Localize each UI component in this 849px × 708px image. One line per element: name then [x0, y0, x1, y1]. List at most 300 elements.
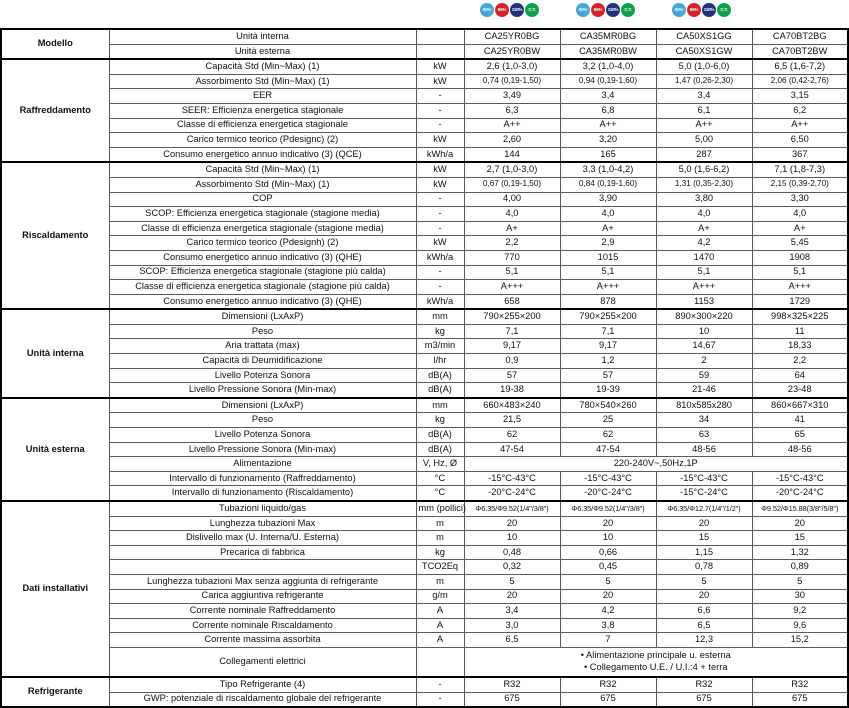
spec-value-cell: -20°C-24°C — [464, 486, 560, 501]
spec-value-cell: 0,67 (0,19-1,50) — [464, 177, 560, 192]
section-label: Raffreddamento — [1, 59, 109, 162]
spec-value-cell: 6,8 — [560, 103, 656, 118]
unit-cell: kW — [416, 74, 464, 89]
spec-value-cell: 48-56 — [656, 442, 752, 457]
table-row — [1, 265, 848, 280]
spec-value-cell: 9,17 — [560, 339, 656, 354]
table-row — [1, 207, 848, 222]
spec-value-cell: 675 — [464, 692, 560, 707]
unit-cell: - — [416, 192, 464, 207]
spec-value-cell: 0,84 (0,19-1,60) — [560, 177, 656, 192]
spec-table — [0, 28, 849, 708]
badge-ct-icon: C.T. — [621, 3, 635, 17]
param-label: Tubazioni liquido/gas — [109, 501, 416, 516]
param-label: Classe di efficienza energetica stagionale (stagione più calda) — [109, 280, 416, 295]
param-label: Assorbimento Std (Min~Max) (1) — [109, 74, 416, 89]
spec-value-cell: 10 — [560, 531, 656, 546]
unit-cell — [416, 29, 464, 44]
section-label: Unità esterna — [1, 398, 109, 501]
spec-value-cell: 23-48 — [752, 383, 848, 398]
spec-value-cell: 20 — [464, 589, 560, 604]
spec-value-cell: 57 — [560, 368, 656, 383]
table-row — [1, 531, 848, 546]
spec-value-cell: 14,67 — [656, 339, 752, 354]
unit-cell: °C — [416, 486, 464, 501]
table-row — [1, 647, 848, 677]
spec-value-line: • Alimentazione principale u. esterna — [580, 650, 731, 661]
spec-value-cell: A++ — [560, 118, 656, 133]
param-label: Unità esterna — [109, 44, 416, 59]
badge-50pct-icon: 50% — [672, 3, 686, 17]
param-label: Consumo energetico annuo indicativo (3) (QHE) — [109, 250, 416, 265]
spec-value-cell: 3,4 — [464, 604, 560, 619]
unit-cell: kg — [416, 545, 464, 560]
param-label: Classe di efficienza energetica stagionale — [109, 118, 416, 133]
spec-value-cell: 4,0 — [752, 207, 848, 222]
param-label: SCOP: Efficienza energetica stagionale (stagione più calda) — [109, 265, 416, 280]
spec-value-cell: 3,90 — [560, 192, 656, 207]
unit-cell: A — [416, 604, 464, 619]
spec-value-cell: 675 — [752, 692, 848, 707]
spec-value-cell: 5 — [656, 574, 752, 589]
table-row — [1, 354, 848, 369]
spec-value-cell: 11 — [752, 324, 848, 339]
spec-value-cell: 810x585x280 — [656, 398, 752, 413]
spec-value-cell: 3,49 — [464, 89, 560, 104]
unit-cell: - — [416, 677, 464, 692]
section-label: Refrigerante — [1, 677, 109, 707]
spec-value-cell: -20°C-24°C — [560, 486, 656, 501]
spec-value-cell: 3,3 (1,0-4,2) — [560, 162, 656, 177]
energy-badge-group — [672, 3, 732, 17]
table-row — [1, 383, 848, 398]
param-label: Consumo energetico annuo indicativo (3) (QCE) — [109, 147, 416, 162]
spec-value-cell: CA50XS1GW — [656, 44, 752, 59]
unit-cell: kWh/a — [416, 250, 464, 265]
spec-value-cell: 4,00 — [464, 192, 560, 207]
table-row — [1, 29, 848, 44]
spec-value-cell: 25 — [560, 413, 656, 428]
spec-value-cell: 2 — [656, 354, 752, 369]
spec-value-cell: 20 — [656, 589, 752, 604]
spec-value-cell: A+ — [464, 221, 560, 236]
spec-value-cell: 20 — [656, 516, 752, 531]
spec-value-cell: 6,2 — [752, 103, 848, 118]
table-row — [1, 236, 848, 251]
table-row — [1, 413, 848, 428]
spec-value-cell: 5 — [464, 574, 560, 589]
table-row — [1, 545, 848, 560]
spec-value-cell: 47-54 — [560, 442, 656, 457]
table-row — [1, 589, 848, 604]
spec-value-cell: 144 — [464, 147, 560, 162]
spec-value-cell: 675 — [656, 692, 752, 707]
spec-table-body — [1, 29, 848, 707]
spec-value-line: • Collegamento U.E. / U.I.:4 + terra — [583, 661, 728, 672]
badge-65pct-icon: 65% — [687, 3, 701, 17]
unit-cell: mm (pollici) — [416, 501, 464, 516]
spec-value-cell: 790×255×200 — [464, 309, 560, 324]
param-label: Classe di efficienza energetica stagionale (stagione media) — [109, 221, 416, 236]
spec-value-cell: 367 — [752, 147, 848, 162]
spec-value-cell: 65 — [752, 428, 848, 443]
spec-value-cell: 5,45 — [752, 236, 848, 251]
spec-value-cell: 59 — [656, 368, 752, 383]
spec-value-cell: 20 — [464, 516, 560, 531]
unit-cell: m3/min — [416, 339, 464, 354]
param-label: Unità interna — [109, 29, 416, 44]
unit-cell: °C — [416, 471, 464, 486]
spec-value-cell: 41 — [752, 413, 848, 428]
unit-cell: - — [416, 265, 464, 280]
spec-value-cell: 10 — [464, 531, 560, 546]
spec-value-cell: 2,06 (0,42-2,76) — [752, 74, 848, 89]
table-row — [1, 471, 848, 486]
spec-value-cell: 47-54 — [464, 442, 560, 457]
spec-value-cell: -15°C-43°C — [656, 471, 752, 486]
spec-value-cell: 1,15 — [656, 545, 752, 560]
table-row — [1, 162, 848, 177]
badge-50pct-icon: 50% — [576, 3, 590, 17]
spec-value-cell: A+++ — [560, 280, 656, 295]
table-row — [1, 692, 848, 707]
energy-badges — [0, 3, 847, 27]
spec-value-cell: Φ9.52/Φ15.88(3/8"/5/8") — [752, 501, 848, 516]
spec-value-cell: 5,1 — [656, 265, 752, 280]
table-row — [1, 428, 848, 443]
table-row — [1, 486, 848, 501]
spec-value-cell: 5 — [560, 574, 656, 589]
spec-value-cell: 5 — [752, 574, 848, 589]
spec-value-cell: 5,00 — [656, 133, 752, 148]
spec-value-cell: -15°C-24°C — [656, 486, 752, 501]
param-label: Dimensioni (LxAxP) — [109, 398, 416, 413]
spec-value-cell: CA35MR0BW — [560, 44, 656, 59]
unit-cell: kWh/a — [416, 147, 464, 162]
spec-value-cell: 1729 — [752, 294, 848, 309]
table-row — [1, 442, 848, 457]
unit-cell: A — [416, 633, 464, 648]
spec-value-cell: 20 — [752, 516, 848, 531]
unit-cell: - — [416, 89, 464, 104]
param-label: EER — [109, 89, 416, 104]
table-row — [1, 633, 848, 648]
badge-65pct-icon: 65% — [591, 3, 605, 17]
param-label: Assorbimento Std (Min~Max) (1) — [109, 177, 416, 192]
spec-value-cell: 7,1 (1,8-7,3) — [752, 162, 848, 177]
spec-value-span — [464, 647, 848, 677]
param-label: Intervallo di funzionamento (Riscaldamento) — [109, 486, 416, 501]
spec-value-cell: CA25YR0BW — [464, 44, 560, 59]
spec-value-cell: 0,32 — [464, 560, 560, 575]
spec-value-cell: 2,9 — [560, 236, 656, 251]
spec-value-cell: 7,1 — [464, 324, 560, 339]
spec-value-cell: -20°C-24°C — [752, 486, 848, 501]
spec-value-cell: 12,3 — [656, 633, 752, 648]
unit-cell: g/m — [416, 589, 464, 604]
spec-value-cell: 2,60 — [464, 133, 560, 148]
param-label: Tipo Refrigerante (4) — [109, 677, 416, 692]
spec-value-cell: 3,80 — [656, 192, 752, 207]
spec-value-cell: 5,1 — [752, 265, 848, 280]
spec-value-cell: CA70BT2BG — [752, 29, 848, 44]
table-row — [1, 44, 848, 59]
spec-value-cell: 998×325×225 — [752, 309, 848, 324]
table-row — [1, 192, 848, 207]
unit-cell: kg — [416, 413, 464, 428]
spec-value-cell: A++ — [656, 118, 752, 133]
spec-value-cell: A+ — [560, 221, 656, 236]
table-row — [1, 89, 848, 104]
table-row — [1, 147, 848, 162]
spec-value-cell: 0,66 — [560, 545, 656, 560]
spec-value-cell: 5,1 — [560, 265, 656, 280]
param-label: GWP: potenziale di riscaldamento globale del refrigerante — [109, 692, 416, 707]
spec-value-cell: 0,78 — [656, 560, 752, 575]
spec-value-cell: 18,33 — [752, 339, 848, 354]
table-row — [1, 677, 848, 692]
spec-value-cell: 3,2 (1,0-4,0) — [560, 59, 656, 74]
unit-cell: kW — [416, 133, 464, 148]
section-label: Modello — [1, 29, 109, 59]
spec-value-cell: 770 — [464, 250, 560, 265]
spec-value-cell: 0,45 — [560, 560, 656, 575]
unit-cell: kW — [416, 162, 464, 177]
spec-value-cell: 1,32 — [752, 545, 848, 560]
spec-value-cell: CA25YR0BG — [464, 29, 560, 44]
spec-value-cell: 1470 — [656, 250, 752, 265]
unit-cell: kW — [416, 236, 464, 251]
badge-110pct-icon: 110% — [510, 3, 524, 17]
spec-value-cell: 62 — [464, 428, 560, 443]
spec-value-cell: -15°C-43°C — [464, 471, 560, 486]
spec-value-cell: R32 — [560, 677, 656, 692]
spec-value-cell: 21-46 — [656, 383, 752, 398]
param-label: Corrente nominale Raffreddamento — [109, 604, 416, 619]
spec-value-cell: 34 — [656, 413, 752, 428]
table-row — [1, 618, 848, 633]
spec-value-cell: -15°C-43°C — [752, 471, 848, 486]
spec-value-cell: A++ — [752, 118, 848, 133]
spec-value-span: 220-240V~,50Hz,1P — [464, 457, 848, 472]
unit-cell — [416, 647, 464, 677]
spec-value-cell: 5,0 (1,0-6,0) — [656, 59, 752, 74]
spec-value-cell: 30 — [752, 589, 848, 604]
spec-value-cell: 3,4 — [656, 89, 752, 104]
param-label: Livello Pressione Sonora (Min-max) — [109, 442, 416, 457]
spec-value-cell: 48-56 — [752, 442, 848, 457]
unit-cell: - — [416, 207, 464, 222]
spec-value-cell: 10 — [656, 324, 752, 339]
spec-value-cell: 1,2 — [560, 354, 656, 369]
spec-value-cell: 4,0 — [656, 207, 752, 222]
spec-value-cell: 0,94 (0,19-1,60) — [560, 74, 656, 89]
unit-cell: - — [416, 280, 464, 295]
param-label: Dislivello max (U. Interna/U. Esterna) — [109, 531, 416, 546]
spec-value-cell: Φ6.35/Φ9.52(1/4"/3/8") — [464, 501, 560, 516]
spec-value-cell: 780×540×260 — [560, 398, 656, 413]
spec-value-cell: A+++ — [752, 280, 848, 295]
param-label: Lunghezza tubazioni Max senza aggiunta di refrigerante — [109, 574, 416, 589]
param-label — [109, 560, 416, 575]
badge-110pct-icon: 110% — [606, 3, 620, 17]
spec-value-cell: 57 — [464, 368, 560, 383]
badge-ct-icon: C.T. — [717, 3, 731, 17]
spec-value-cell: 6,5 (1,6-7,2) — [752, 59, 848, 74]
spec-value-cell: Φ6.35/Φ12.7(1/4"/1/2") — [656, 501, 752, 516]
param-label: SEER: Efficienza energetica stagionale — [109, 103, 416, 118]
param-label: Corrente massima assorbita — [109, 633, 416, 648]
spec-value-cell: A+++ — [656, 280, 752, 295]
unit-cell — [416, 44, 464, 59]
param-label: Capacità Std (Min~Max) (1) — [109, 162, 416, 177]
spec-value-cell: 890×300×220 — [656, 309, 752, 324]
param-label: SCOP: Efficienza energetica stagionale (stagione media) — [109, 207, 416, 222]
spec-value-cell: 20 — [560, 589, 656, 604]
spec-value-cell: 3,8 — [560, 618, 656, 633]
param-label: Dimensioni (LxAxP) — [109, 309, 416, 324]
spec-value-cell: A+ — [656, 221, 752, 236]
badge-65pct-icon: 65% — [495, 3, 509, 17]
unit-cell: m — [416, 516, 464, 531]
param-label: Carica aggiuntiva refrigerante — [109, 589, 416, 604]
table-row — [1, 133, 848, 148]
spec-value-cell: R32 — [656, 677, 752, 692]
unit-cell: mm — [416, 309, 464, 324]
spec-value-cell: 0,74 (0,19-1,50) — [464, 74, 560, 89]
table-row — [1, 574, 848, 589]
spec-value-cell: 19-39 — [560, 383, 656, 398]
spec-value-cell: R32 — [752, 677, 848, 692]
unit-cell: m — [416, 531, 464, 546]
table-row — [1, 457, 848, 472]
spec-value-cell: 878 — [560, 294, 656, 309]
table-row — [1, 309, 848, 324]
unit-cell: l/hr — [416, 354, 464, 369]
section-label: Riscaldamento — [1, 162, 109, 309]
spec-value-cell: A+ — [752, 221, 848, 236]
spec-value-cell: 4,2 — [560, 604, 656, 619]
spec-value-cell: 7,1 — [560, 324, 656, 339]
unit-cell: - — [416, 692, 464, 707]
unit-cell: - — [416, 103, 464, 118]
table-row — [1, 398, 848, 413]
spec-value-cell: 5,1 — [464, 265, 560, 280]
table-row — [1, 324, 848, 339]
spec-value-cell: 3,4 — [560, 89, 656, 104]
spec-value-cell: 6,1 — [656, 103, 752, 118]
table-row — [1, 368, 848, 383]
spec-value-cell: 1,47 (0,26-2,30) — [656, 74, 752, 89]
param-label: Corrente nominale Riscaldamento — [109, 618, 416, 633]
spec-value-cell: A+++ — [464, 280, 560, 295]
unit-cell: kW — [416, 177, 464, 192]
spec-value-cell: 4,0 — [560, 207, 656, 222]
spec-value-cell: 15,2 — [752, 633, 848, 648]
badge-ct-icon: C.T. — [525, 3, 539, 17]
spec-value-cell: 2,7 (1,0-3,0) — [464, 162, 560, 177]
unit-cell: mm — [416, 398, 464, 413]
section-label: Dati installativi — [1, 501, 109, 677]
table-row — [1, 103, 848, 118]
param-label: Carico termico teorico (Pdesignh) (2) — [109, 236, 416, 251]
spec-value-cell: 6,5 — [464, 633, 560, 648]
spec-value-cell: A++ — [464, 118, 560, 133]
table-row — [1, 221, 848, 236]
spec-value-cell: CA70BT2BW — [752, 44, 848, 59]
spec-value-cell: 860×667×310 — [752, 398, 848, 413]
spec-value-cell: 1015 — [560, 250, 656, 265]
table-row — [1, 339, 848, 354]
unit-cell: - — [416, 118, 464, 133]
spec-value-cell: 165 — [560, 147, 656, 162]
spec-value-cell: 5,0 (1,6-6,2) — [656, 162, 752, 177]
spec-value-cell: 2,15 (0,39-2,70) — [752, 177, 848, 192]
spec-value-cell: 9,6 — [752, 618, 848, 633]
param-label: Intervallo di funzionamento (Raffreddamento) — [109, 471, 416, 486]
spec-value-cell: 6,6 — [656, 604, 752, 619]
param-label: COP — [109, 192, 416, 207]
spec-value-cell: 0,89 — [752, 560, 848, 575]
unit-cell: dB(A) — [416, 383, 464, 398]
param-label: Capacità Std (Min~Max) (1) — [109, 59, 416, 74]
spec-value-cell: 15 — [752, 531, 848, 546]
table-row — [1, 560, 848, 575]
spec-value-cell: 6,50 — [752, 133, 848, 148]
spec-value-cell: 0,9 — [464, 354, 560, 369]
table-row — [1, 74, 848, 89]
unit-cell: kW — [416, 59, 464, 74]
badge-110pct-icon: 110% — [702, 3, 716, 17]
table-row — [1, 501, 848, 516]
param-label: Livello Pressione Sonora (Min-max) — [109, 383, 416, 398]
param-label: Collegamenti elettrici — [109, 647, 416, 677]
energy-badge-group — [480, 3, 540, 17]
spec-value-cell: 4,2 — [656, 236, 752, 251]
table-row — [1, 294, 848, 309]
unit-cell: kg — [416, 324, 464, 339]
param-label: Livello Potenza Sonora — [109, 368, 416, 383]
spec-value-cell: R32 — [464, 677, 560, 692]
param-label: Consumo energetico annuo indicativo (3) (QHE) — [109, 294, 416, 309]
unit-cell: - — [416, 221, 464, 236]
table-row — [1, 250, 848, 265]
spec-value-cell: 1,31 (0,35-2,30) — [656, 177, 752, 192]
table-row — [1, 59, 848, 74]
energy-badge-group — [576, 3, 636, 17]
spec-value-cell: 1153 — [656, 294, 752, 309]
spec-value-cell: 2,6 (1,0-3,0) — [464, 59, 560, 74]
unit-cell: dB(A) — [416, 428, 464, 443]
param-label: Carico termico teorico (Pdesignc) (2) — [109, 133, 416, 148]
section-label: Unità interna — [1, 309, 109, 398]
unit-cell: dB(A) — [416, 368, 464, 383]
table-row — [1, 118, 848, 133]
param-label: Peso — [109, 413, 416, 428]
table-row — [1, 177, 848, 192]
unit-cell: dB(A) — [416, 442, 464, 457]
table-row — [1, 516, 848, 531]
spec-value-cell: 790×255×200 — [560, 309, 656, 324]
spec-value-cell: 658 — [464, 294, 560, 309]
spec-value-cell: 2,2 — [752, 354, 848, 369]
spec-value-cell: 3,30 — [752, 192, 848, 207]
spec-value-cell: 2,2 — [464, 236, 560, 251]
param-label: Livello Potenza Sonora — [109, 428, 416, 443]
spec-value-cell: 4,0 — [464, 207, 560, 222]
table-row — [1, 280, 848, 295]
unit-cell: kWh/a — [416, 294, 464, 309]
